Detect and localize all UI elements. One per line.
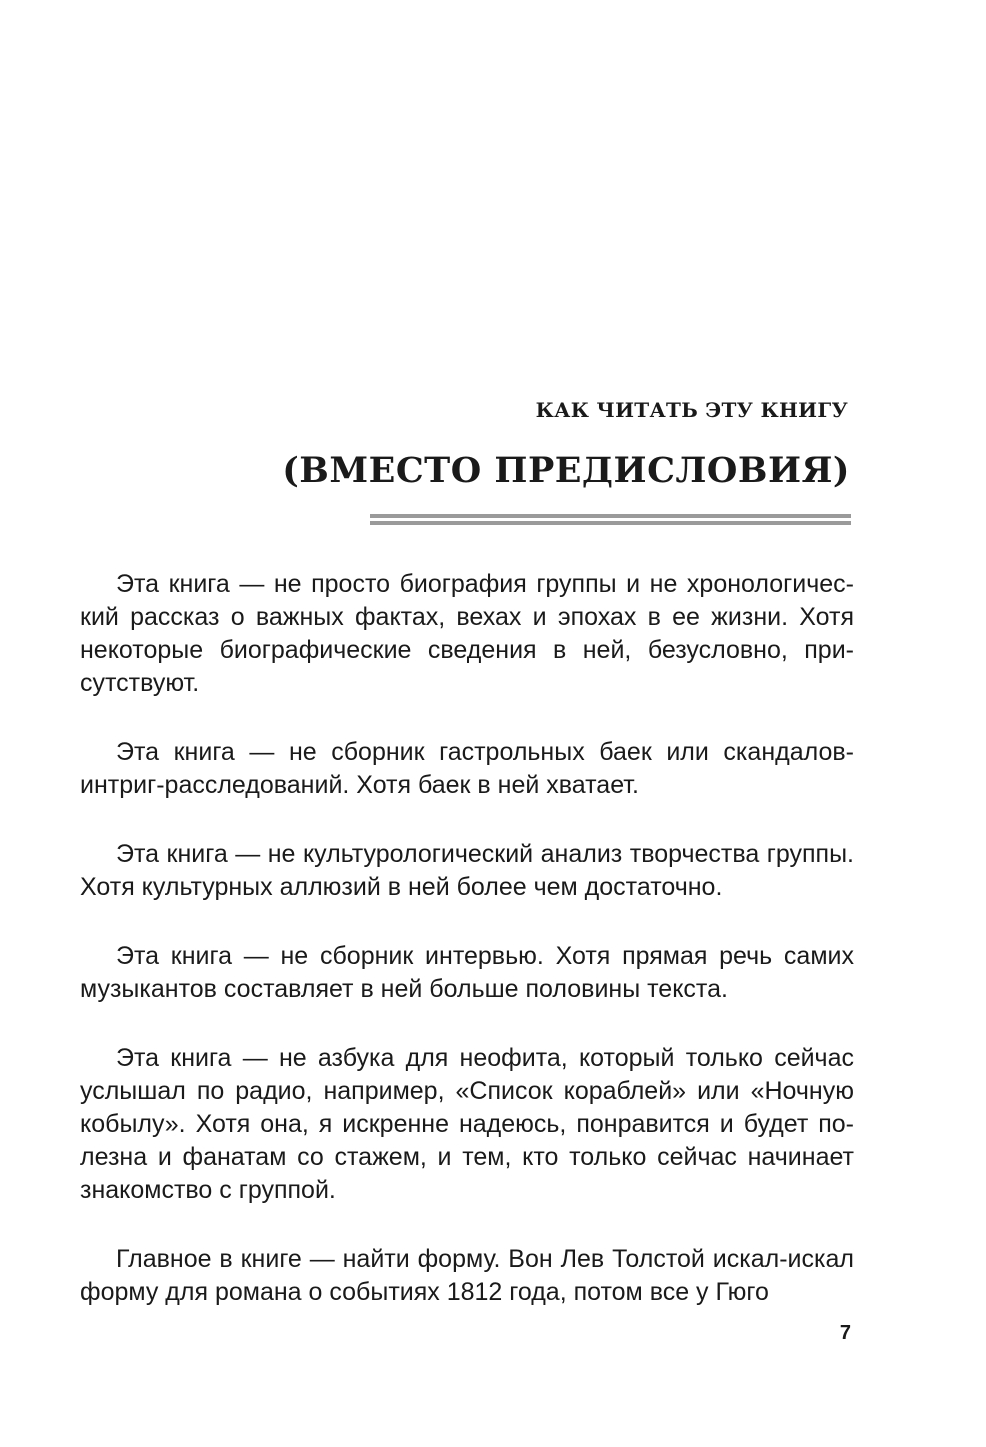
chapter-kicker: КАК ЧИТАТЬ ЭТУ КНИГУ xyxy=(535,398,848,422)
paragraph: Эта книга — не просто биография группы и не хронологический рассказ о важных фактах, вехах и эпохах в ее жизни. Хотя некоторые биографические сведения в ней, безусловно, присутствуют. xyxy=(80,570,854,697)
page-number: 7 xyxy=(839,1322,851,1344)
body-text xyxy=(80,568,854,1309)
paragraph: Эта книга — не культурологический анализ творчества группы. Хотя культурных аллюзий в ней более чем достаточно. xyxy=(80,840,854,901)
paragraph: Эта книга — не сборник интервью. Хотя прямая речь самих музыкантов составляет в ней больше половины текста. xyxy=(80,942,854,1003)
paragraph: Эта книга — не сборник гастрольных баек или скандалов-интриг-расследований. Хотя баек в ней хватает. xyxy=(80,738,854,799)
chapter-title: (ВМЕСТО ПРЕДИСЛОВИЯ) xyxy=(282,450,850,491)
paragraph: Главное в книге — найти форму. Вон Лев Толстой искал-искал форму для романа о событиях 1812 года, потом все у Гюго xyxy=(80,1245,854,1306)
title-double-rule xyxy=(370,514,851,525)
paragraph: Эта книга — не азбука для неофита, который только сейчас услышал по радио, например, «Список кораблей» или «Ночную кобылу». Хотя она, я искренне надеюсь, понравится и будет полезна и фанатам со стажем, и тем, кто только сейчас начинает знакомство с группой. xyxy=(80,1044,854,1204)
